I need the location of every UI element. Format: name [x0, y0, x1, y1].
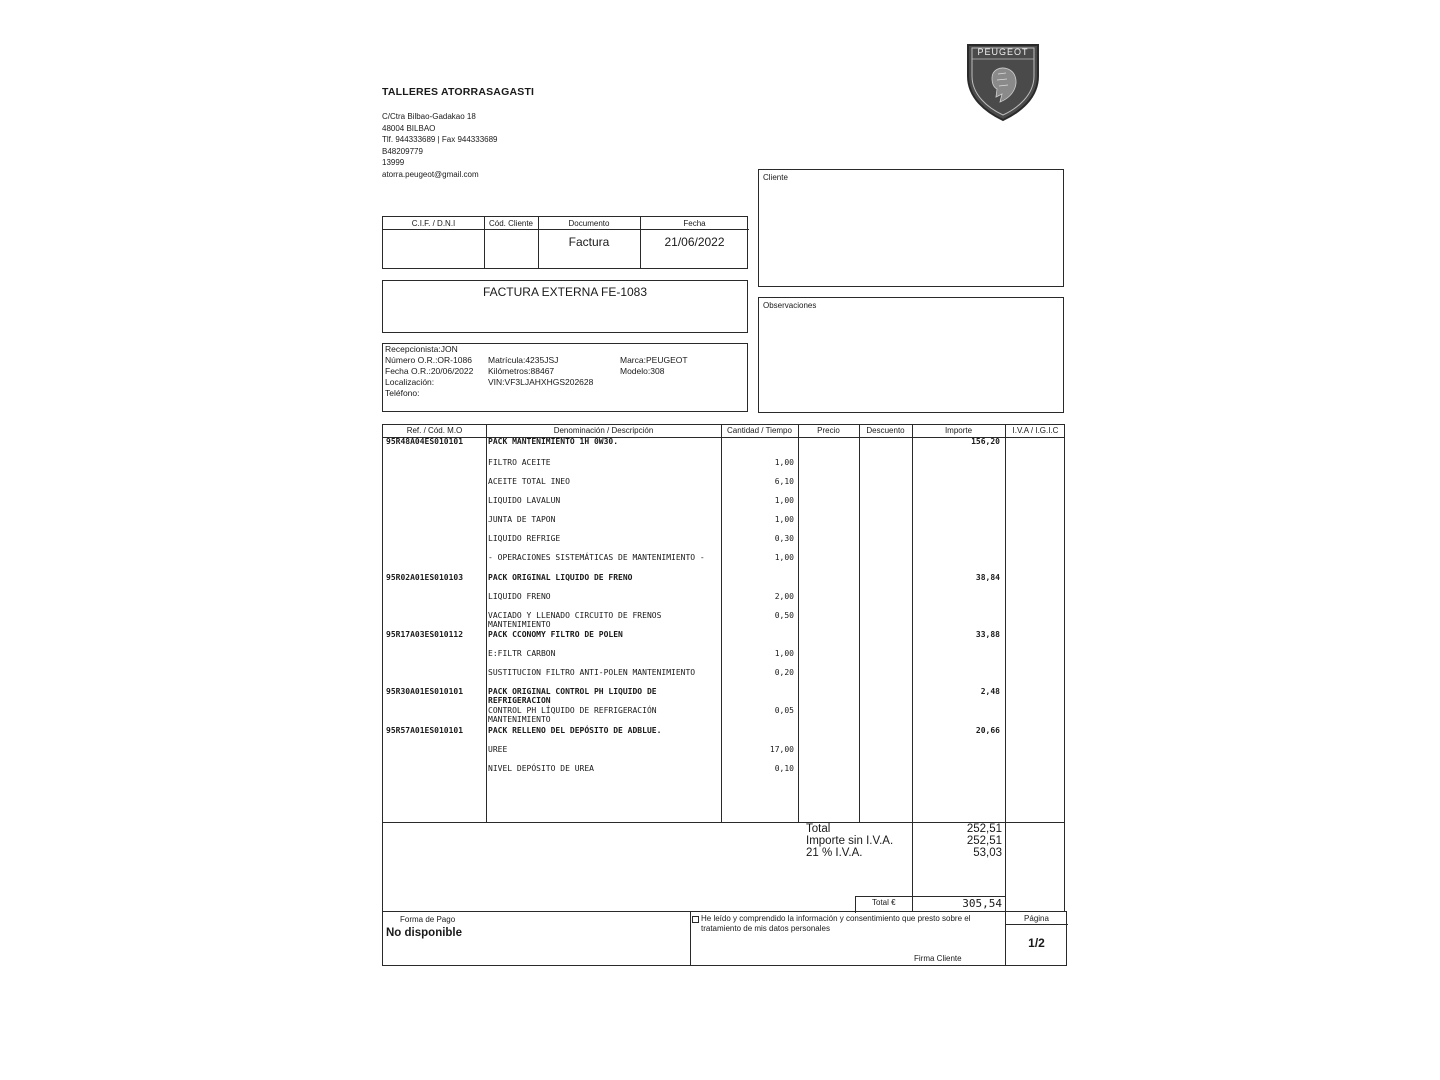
- item-ref: 95R48A04ES010101: [386, 437, 464, 446]
- forma-pago-value: No disponible: [386, 927, 463, 939]
- item-desc: LIQUIDO REFRIGE: [488, 534, 561, 543]
- item-qty: 0,50: [774, 611, 794, 620]
- address-line: 48004 BILBAO: [382, 123, 436, 133]
- numero-or: Número O.R.:OR-1086: [385, 355, 472, 365]
- document-header-table: [382, 216, 748, 269]
- item-importe: 2,48: [980, 687, 1000, 696]
- company-name: TALLERES ATORRASAGASTI: [382, 86, 535, 98]
- item-desc: CONTROL PH LÍQUIDO DE REFRIGERACIÓN: [488, 706, 657, 715]
- vin: VIN:VF3LJAHXHGS202628: [488, 377, 594, 387]
- total-value: 252,51: [966, 823, 1002, 835]
- logo-brand-text: PEUGEOT: [977, 47, 1029, 57]
- header-ref: Ref. / Cód. M.O: [406, 426, 463, 435]
- fecha-or: Fecha O.R.:20/06/2022: [385, 366, 474, 376]
- address-line: 13999: [382, 158, 405, 167]
- item-qty: 1,00: [774, 496, 794, 505]
- item-qty: 6,10: [774, 477, 794, 486]
- item-qty: 1,00: [774, 553, 794, 562]
- header-documento: Documento: [538, 217, 640, 230]
- consent-text-1: He leído y comprendido la información y consentimiento que presto sobre el: [701, 914, 971, 923]
- consent-text-2: tratamiento de mis datos personales: [701, 924, 830, 933]
- item-qty: 17,00: [769, 745, 794, 754]
- total-euro-label: Total €: [872, 898, 896, 907]
- item-desc: LIQUIDO FRENO: [488, 592, 551, 601]
- importe-sin-iva-value: 252,51: [966, 835, 1002, 847]
- item-ref: 95R57A01ES010101: [386, 726, 464, 735]
- item-qty: 1,00: [774, 458, 794, 467]
- telefono: Teléfono:: [385, 388, 420, 398]
- item-importe: 20,66: [975, 726, 1000, 735]
- pagina-value: 1/2: [1028, 936, 1045, 950]
- iva-label: 21 % I.V.A.: [806, 847, 863, 859]
- item-desc: LIQUIDO LAVALUN: [488, 496, 561, 505]
- header-descuento: Descuento: [866, 426, 905, 435]
- item-importe: 156,20: [971, 437, 1000, 446]
- invoice-title: FACTURA EXTERNA FE-1083: [482, 285, 648, 299]
- total-euro-value: 305,54: [962, 897, 1002, 910]
- address-line: C/Ctra Bilbao-Gadakao 18: [382, 112, 476, 121]
- documento-value: Factura: [568, 235, 610, 249]
- item-desc: JUNTA DE TAPON: [488, 515, 556, 524]
- firma-cliente-label: Firma Cliente: [914, 954, 962, 963]
- item-ref: 95R17A03ES010112: [386, 630, 464, 639]
- order-info-box: [382, 343, 748, 412]
- forma-pago-label: Forma de Pago: [400, 915, 456, 924]
- company-address: [382, 111, 498, 180]
- recepcionista: Recepcionista:JON: [385, 344, 458, 354]
- address-line: atorra.peugeot@gmail.com: [382, 169, 479, 179]
- item-desc: - OPERACIONES SISTEMÁTICAS DE MANTENIMIENTO -: [488, 553, 705, 562]
- item-importe: 38,84: [975, 573, 1000, 582]
- item-desc: PACK ORIGINAL CONTROL PH LIQUIDO DE: [488, 687, 657, 696]
- header-iva: I.V.A / I.G.I.C: [1012, 426, 1059, 435]
- kilometros: Kilómetros:88467: [488, 366, 555, 376]
- header-fecha: Fecha: [640, 217, 749, 230]
- header-descripcion: Denominación / Descripción: [553, 426, 654, 435]
- item-desc: PACK RELLENO DEL DEPÓSITO DE ADBLUE.: [488, 726, 662, 735]
- item-qty: 2,00: [774, 592, 794, 601]
- item-desc: UREE: [488, 745, 508, 754]
- pagina-label: Página: [1024, 914, 1049, 923]
- item-ref: 95R30A01ES010101: [386, 687, 464, 696]
- item-qty: 1,00: [774, 515, 794, 524]
- address-line: Tlf. 944333689 | Fax 944333689: [382, 135, 498, 144]
- fecha-value: 21/06/2022: [664, 235, 725, 249]
- address-line: B48209779: [382, 146, 423, 156]
- item-qty: 0,10: [774, 764, 794, 773]
- cliente-label: Cliente: [763, 173, 788, 182]
- item-desc2: MANTENIMIENTO: [488, 620, 551, 629]
- iva-value: 53,03: [973, 847, 1002, 859]
- observaciones-box: [758, 297, 1064, 413]
- cliente-box: [758, 169, 1064, 287]
- item-qty: 0,20: [774, 668, 794, 677]
- item-desc: PACK ORIGINAL LIQUIDO DE FRENO: [488, 573, 633, 582]
- header-cif: C.I.F. / D.N.I: [383, 217, 484, 230]
- marca: Marca:PEUGEOT: [620, 355, 688, 365]
- localizacion: Localización:: [385, 377, 435, 387]
- item-desc2: MANTENIMIENTO: [488, 715, 551, 724]
- consent-checkbox[interactable]: [692, 916, 699, 923]
- item-qty: 0,05: [774, 706, 794, 715]
- header-cod-cliente: Cód. Cliente: [484, 217, 538, 230]
- observaciones-label: Observaciones: [763, 301, 817, 310]
- item-desc: ACEITE TOTAL INEO: [488, 477, 570, 486]
- item-desc: SUSTITUCION FILTRO ANTI-POLEN MANTENIMIENTO: [488, 668, 696, 677]
- matricula: Matrícula:4235JSJ: [488, 355, 559, 365]
- item-ref: 95R02A01ES010103: [386, 573, 464, 582]
- footer-box: [382, 911, 1067, 966]
- item-qty: 0,30: [774, 534, 794, 543]
- header-cantidad: Cantidad / Tiempo: [727, 426, 792, 435]
- items-table: [382, 424, 1065, 823]
- item-desc: PACK MANTENIMIENTO 1H 0W30.: [488, 437, 619, 446]
- peugeot-lion-shield-icon: [962, 42, 1044, 122]
- item-desc: NIVEL DEPÓSITO DE UREA: [488, 764, 594, 773]
- invoice-title-box: [382, 280, 748, 333]
- item-desc2: REFRIGERACION: [488, 696, 551, 705]
- header-precio: Precio: [817, 426, 840, 435]
- item-importe: 33,88: [975, 630, 1000, 639]
- item-desc: VACIADO Y LLENADO CIRCUITO DE FRENOS: [488, 611, 662, 620]
- importe-sin-iva-label: Importe sin I.V.A.: [806, 835, 894, 847]
- item-desc: FILTRO ACEITE: [488, 458, 551, 467]
- item-qty: 1,00: [774, 649, 794, 658]
- modelo: Modelo:308: [620, 366, 665, 376]
- header-importe: Importe: [944, 426, 973, 435]
- total-label: Total: [806, 823, 831, 835]
- item-desc: PACK CCONOMY FILTRO DE POLEN: [488, 630, 623, 639]
- item-desc: E:FILTR CARBON: [488, 649, 556, 658]
